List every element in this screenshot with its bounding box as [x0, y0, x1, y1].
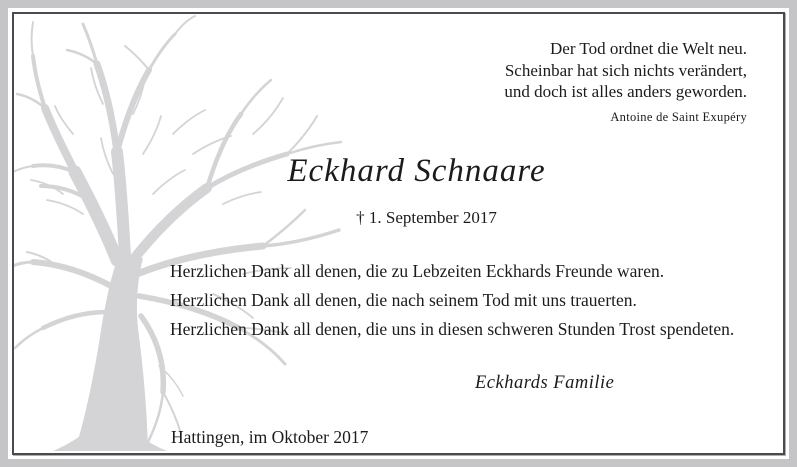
deceased-name: Eckhard Schnaare [287, 153, 546, 189]
quote-line: Der Tod ordnet die Welt neu. [550, 39, 747, 58]
quote-block [504, 38, 747, 128]
thanks-list [170, 257, 734, 343]
place-date: Hattingen, im Oktober 2017 [171, 427, 369, 447]
thanks-line: Herzlichen Dank all denen, die zu Lebzeiten Eckhards Freunde waren. [170, 261, 665, 281]
quote-line: Scheinbar hat sich nichts verändert, [504, 60, 747, 80]
quote-attribution: Antoine de Saint Exupéry [610, 109, 747, 124]
bare-tree-icon [13, 14, 345, 451]
thanks-line: Herzlichen Dank all denen, die uns in diesen schweren Stunden Trost spendeten. [170, 318, 735, 339]
thanks-line: Herzlichen Dank all denen, die nach seinem Tod mit uns trauerten. [170, 289, 637, 310]
memorial-card [8, 8, 789, 459]
signature: Eckhards Familie [475, 373, 615, 393]
death-date: † 1. September 2017 [356, 208, 497, 227]
quote-line: und doch ist alles anders geworden. [504, 82, 747, 101]
